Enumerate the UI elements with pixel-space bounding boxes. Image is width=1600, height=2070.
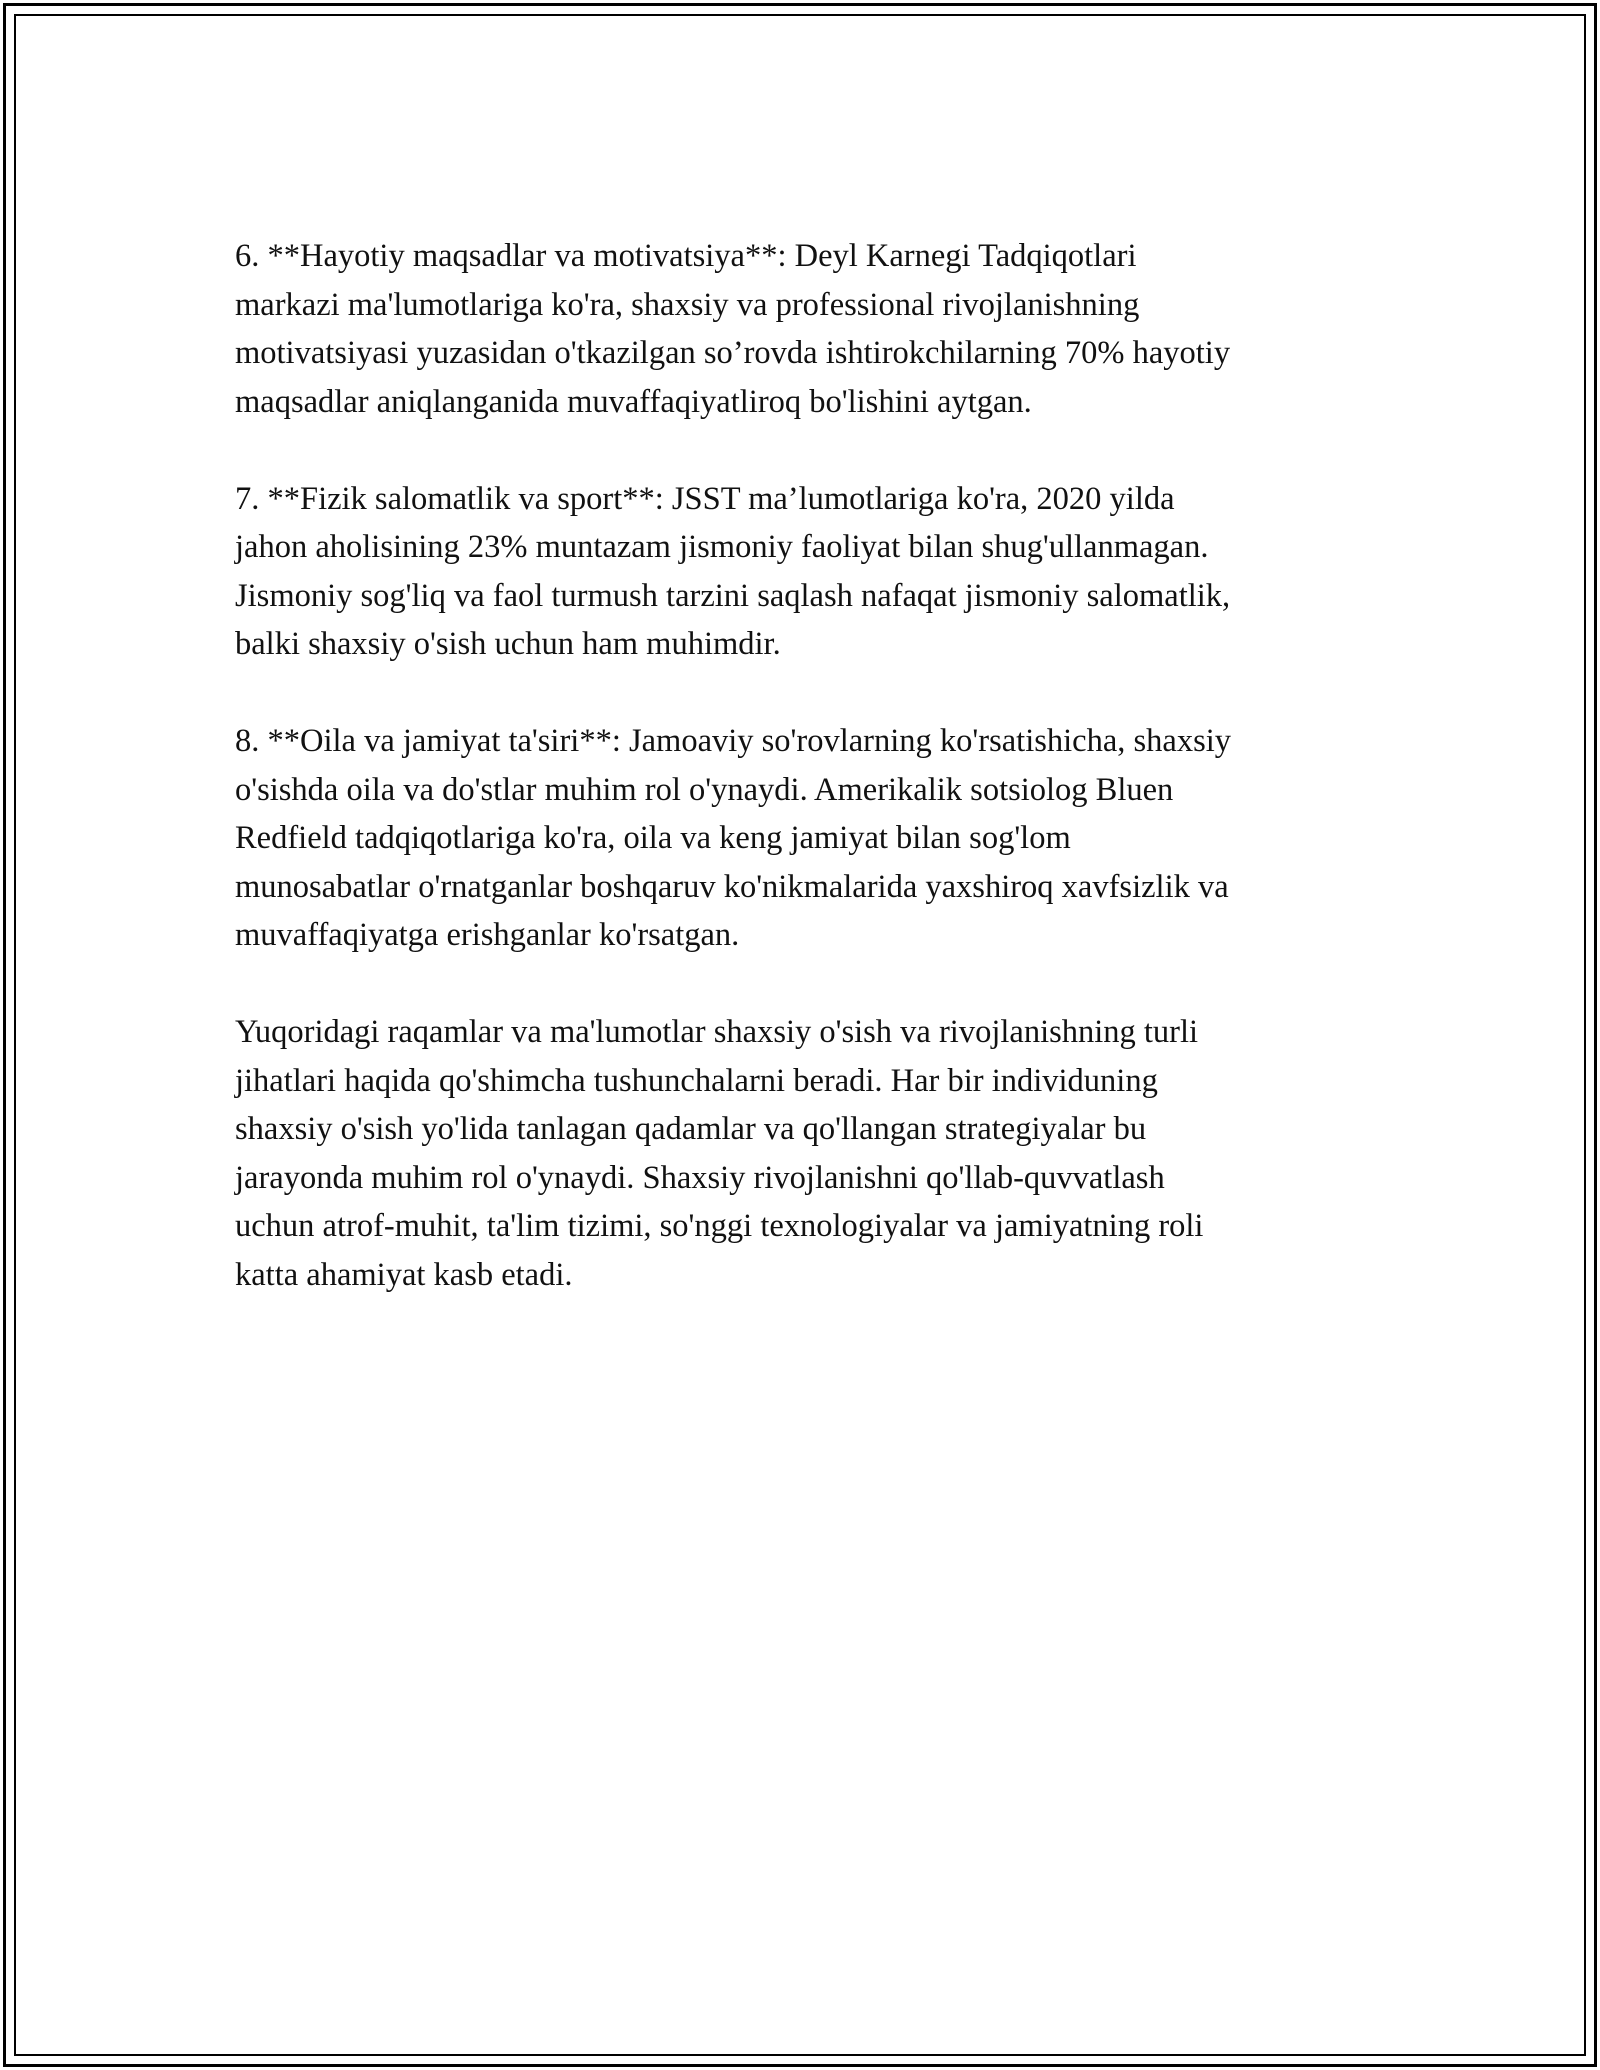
paragraph-conclusion: Yuqoridagi raqamlar va ma'lumotlar shaxsiy o'sish va rivojlanishning turli jihatlari haqida qo'shimcha tushunchalarni beradi. Har bir individuning shaxsiy o'sish yo'lida tanlagan qadamlar va qo'llangan strategiyalar bu jarayonda muhim rol o'ynaydi. Shaxsiy rivojlanishni qo'llab-quvvatlash uchun atrof-muhit, ta'lim tizimi, so'nggi texnologiyalar va jamiyatning roli katta ahamiyat kasb etadi. bbox=[235, 1014, 1204, 1293]
document-body bbox=[235, 232, 1365, 1348]
paragraph-physical-health: 7. **Fizik salomatlik va sport**: JSST ma’lumotlariga ko'ra, 2020 yilda jahon aholisining 23% muntazam jismoniy faoliyat bilan shug'ullanmagan. Jismoniy sog'liq va faol turmush tarzini saqlash nafaqat jismoniy salomatlik, balki shaxsiy o'sish uchun ham muhimdir. bbox=[235, 480, 1231, 662]
paragraph-life-goals: 6. **Hayotiy maqsadlar va motivatsiya**: Deyl Karnegi Tadqiqotlari markazi ma'lumotlariga ko'ra, shaxsiy va professional rivojlanishning motivatsiyasi yuzasidan o'tkazilgan so’rovda ishtirokchilarning 70% hayotiy maqsadlar aniqlanganida muvaffaqiyatliroq bo'lishini aytgan. bbox=[235, 238, 1231, 420]
paragraph-family-society: 8. **Oila va jamiyat ta'siri**: Jamoaviy so'rovlarning ko'rsatishicha, shaxsiy o'sishda oila va do'stlar muhim rol o'ynaydi. Amerikalik sotsiolog Bluen Redfield tadqiqotlariga ko'ra, oila va keng jamiyat bilan sog'lom munosabatlar o'rnatganlar boshqaruv ko'nikmalarida yaxshiroq xavfsizlik va muvaffaqiyatga erishganlar ko'rsatgan. bbox=[235, 723, 1231, 953]
